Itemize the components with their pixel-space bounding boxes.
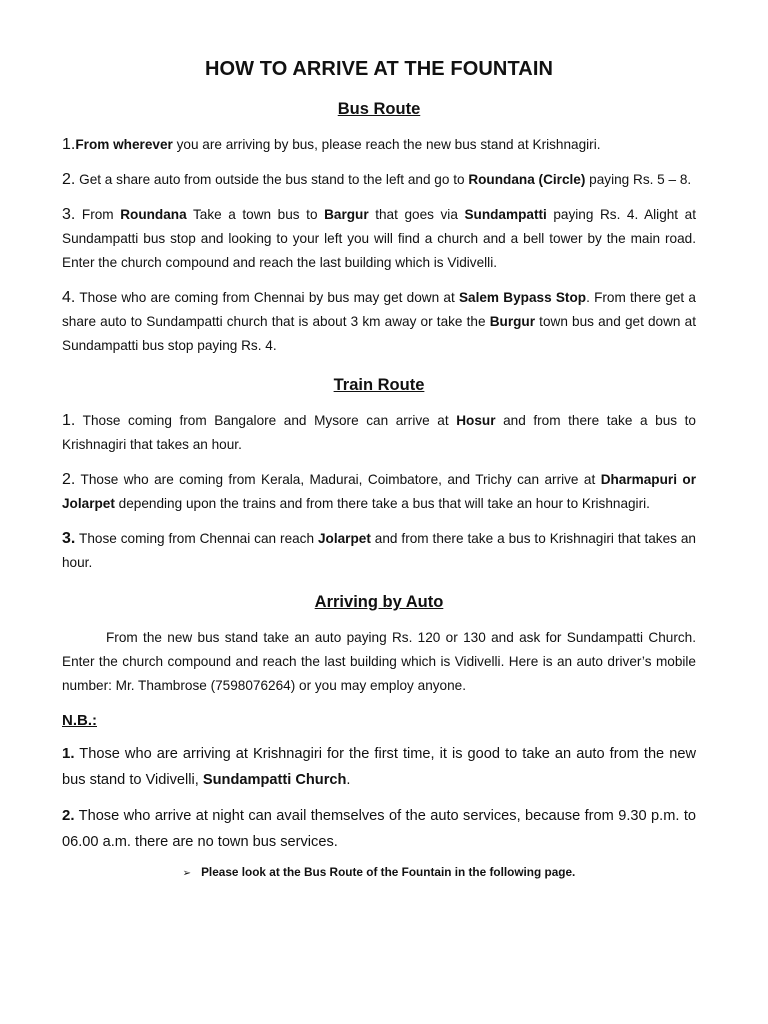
list-item: [62, 803, 696, 855]
list-item: [62, 527, 696, 575]
list-item: [62, 133, 696, 157]
auto-heading: Arriving by Auto: [314, 593, 444, 611]
item-text: paying Rs. 5 – 8.: [585, 172, 692, 187]
bold-text: Salem Bypass Stop: [458, 290, 587, 305]
list-item: [62, 468, 696, 516]
page-title: HOW TO ARRIVE AT THE FOUNTAIN: [204, 58, 554, 80]
item-text: Those who are coming from Kerala, Madurai, Coimbatore, and Trichy can arrive at: [75, 472, 601, 487]
item-number: 2.: [62, 807, 75, 824]
item-text: Those coming from Bangalore and Mysore can arrive at: [75, 413, 457, 428]
list-item: [62, 741, 696, 793]
item-number: 4.: [62, 289, 76, 306]
bold-text: Sundampatti Church: [202, 772, 347, 788]
bus-route-heading: Bus Route: [337, 100, 421, 118]
list-item: [62, 286, 696, 358]
item-number: 1.: [62, 745, 75, 762]
item-text: paying Rs. 4. Alight at Sundampatti bus stop and looking to your left you will find a church and a bell tower by the main road. Enter the church compound and reach the last building which is Vidivelli.: [62, 207, 696, 270]
bold-text: Sundampatti: [464, 207, 547, 222]
item-text: Those coming from Chennai can reach: [75, 531, 318, 546]
item-text: depending upon the trains and from there take a bus that will take an hour to Krishnagiri.: [114, 496, 650, 511]
train-route-heading: Train Route: [333, 376, 425, 394]
auto-paragraph: From the new bus stand take an auto paying Rs. 120 or 130 and ask for Sundampatti Church. Enter the church compound and reach the last building which is Vidivelli. Here is an auto driver’s mobile number: Mr. Thambrose (7598076264) or you may employ anyone.: [62, 630, 696, 693]
item-text: .: [346, 772, 351, 788]
nb-list: [62, 741, 696, 855]
bold-text: Roundana: [120, 207, 187, 222]
item-text: that goes via: [368, 207, 465, 222]
item-number: 1.: [62, 136, 76, 153]
item-text: Take a town bus to: [186, 207, 325, 222]
item-text: Get a share auto from outside the bus stand to the left and go to: [75, 172, 469, 187]
bus-route-list: [62, 133, 696, 358]
bold-text: Dharmapuri or Jolarpet: [62, 472, 697, 511]
item-text: From: [75, 207, 121, 222]
item-number: 2.: [62, 471, 76, 488]
document-page: [62, 58, 696, 879]
footer-note: [62, 865, 696, 879]
item-text: and from there take a bus to Krishnagiri that takes an hour.: [62, 531, 696, 570]
list-item: [62, 409, 696, 457]
bold-text: Jolarpet: [317, 531, 371, 546]
item-text: town bus and get down at Sundampatti bus stop paying Rs. 4.: [62, 314, 696, 353]
item-text: Those who are arriving at Krishnagiri for the first time, it is good to take an auto from the new bus stand to Vidivelli,: [62, 746, 696, 788]
item-number: 1.: [62, 412, 76, 429]
item-text: you are arriving by bus, please reach the new bus stand at Krishnagiri.: [172, 137, 601, 152]
bold-text: Roundana (Circle): [468, 172, 586, 187]
item-number: 3.: [62, 530, 76, 547]
item-text: Those who arrive at night can avail themselves of the auto services, because from 9.30 p.m. to 06.00 a.m. there are no town bus services.: [62, 808, 696, 850]
bold-text: From wherever: [75, 137, 173, 152]
item-text: and from there take a bus to Krishnagiri that takes an hour.: [62, 413, 696, 452]
item-text: . From there get a share auto to Sundampatti church that is about 3 km away or take the: [62, 290, 696, 329]
item-text: Those who are coming from Chennai by bus may get down at: [75, 290, 459, 305]
bold-text: Hosur: [456, 413, 496, 428]
bold-text: Burgur: [489, 314, 536, 329]
bold-text: Bargur: [324, 207, 369, 222]
arrow-bullet-icon: ➢: [182, 868, 192, 879]
list-item: [62, 203, 696, 275]
train-route-list: [62, 409, 696, 575]
item-number: 2.: [62, 171, 76, 188]
list-item: [62, 168, 696, 192]
item-number: 3.: [62, 206, 76, 223]
footer-note-text: Please look at the Bus Route of the Fountain in the following page.: [201, 865, 576, 879]
nb-heading: N.B.:: [62, 712, 97, 729]
